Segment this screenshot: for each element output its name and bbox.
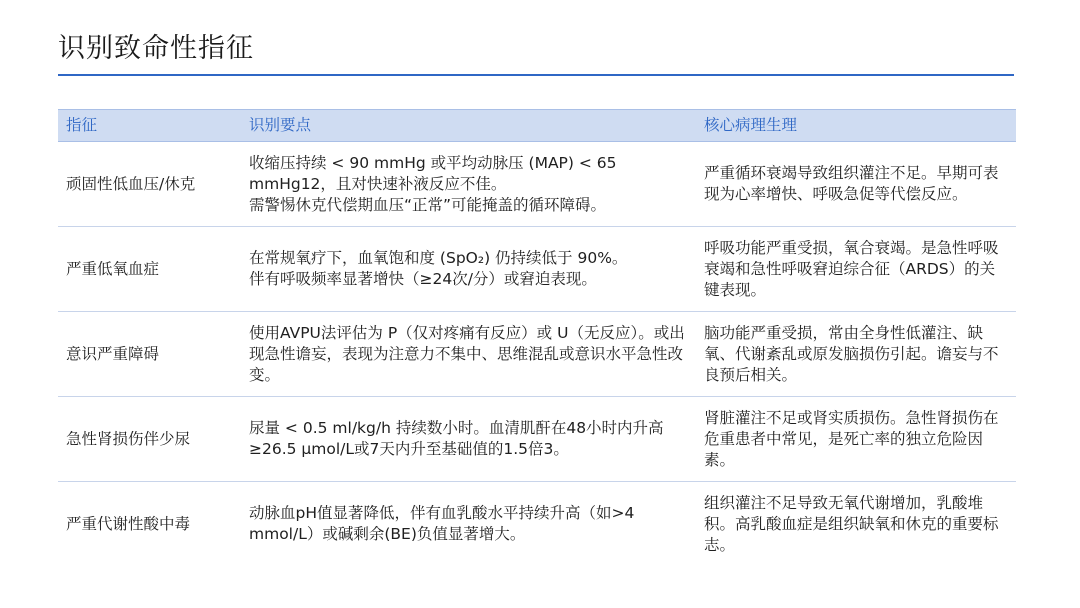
header-key-points: 识别要点 [249,116,312,134]
sign-cell: 严重代谢性酸中毒 [66,514,191,533]
pathophysiology-cell: 组织灌注不足导致无氧代谢增加，乳酸堆积。高乳酸血症是组织缺氧和休克的重要标志。 [704,493,999,554]
title-divider [58,74,1014,76]
key-points-cell: 在常规氧疗下，血氧饱和度 (SpO₂) 仍持续低于 90%。 伴有呼吸频率显著增快（≥24次/分）或窘迫表现。 [249,249,628,288]
pathophysiology-cell: 肾脏灌注不足或肾实质损伤。急性肾损伤在危重患者中常见，是死亡率的独立危险因素。 [704,408,999,469]
sign-cell: 意识严重障碍 [66,344,160,363]
table-row [58,397,1016,482]
table-row [58,482,1016,566]
key-points-cell: 动脉血pH值显著降低，伴有血乳酸水平持续升高（如>4 mmol/L）或碱剩余(BE)负值显著增大。 [249,504,635,543]
key-points-cell: 使用AVPU法评估为 P（仅对疼痛有反应）或 U（无反应）。或出现急性谵妄，表现为注意力不集中、思维混乱或意识水平急性改变。 [249,323,685,384]
key-points-cell: 尿量 < 0.5 ml/kg/h 持续数小时。血清肌酐在48小时内升高≥26.5 μmol/L或7天内升至基础值的1.5倍3。 [249,419,664,458]
pathophysiology-cell: 呼吸功能严重受损，氧合衰竭。是急性呼吸衰竭和急性呼吸窘迫综合征（ARDS）的关键表现。 [704,238,999,299]
sign-cell: 急性肾损伤伴少尿 [66,429,191,448]
pathophysiology-cell: 脑功能严重受损，常由全身性低灌注、缺氧、代谢紊乱或原发脑损伤引起。谵妄与不良预后相关。 [704,323,999,384]
page-title: 识别致命性指征 [58,33,254,64]
pathophysiology-cell: 严重循环衰竭导致组织灌注不足。早期可表现为心率增快、呼吸急促等代偿反应。 [704,164,999,203]
indicator-table [58,109,1016,566]
sign-cell: 顽固性低血压/休克 [66,174,196,193]
sign-cell: 严重低氧血症 [66,259,160,278]
header-pathophysiology: 核心病理生理 [704,116,798,134]
table-row [58,142,1016,227]
table-row [58,312,1016,397]
table-row [58,227,1016,312]
key-points-cell: 收缩压持续 < 90 mmHg 或平均动脉压 (MAP) < 65 mmHg12，且对快速补液反应不佳。 需警惕休克代偿期血压“正常”可能掩盖的循环障碍。 [249,153,617,214]
header-sign: 指征 [66,116,98,134]
table-header-row [58,109,1016,142]
